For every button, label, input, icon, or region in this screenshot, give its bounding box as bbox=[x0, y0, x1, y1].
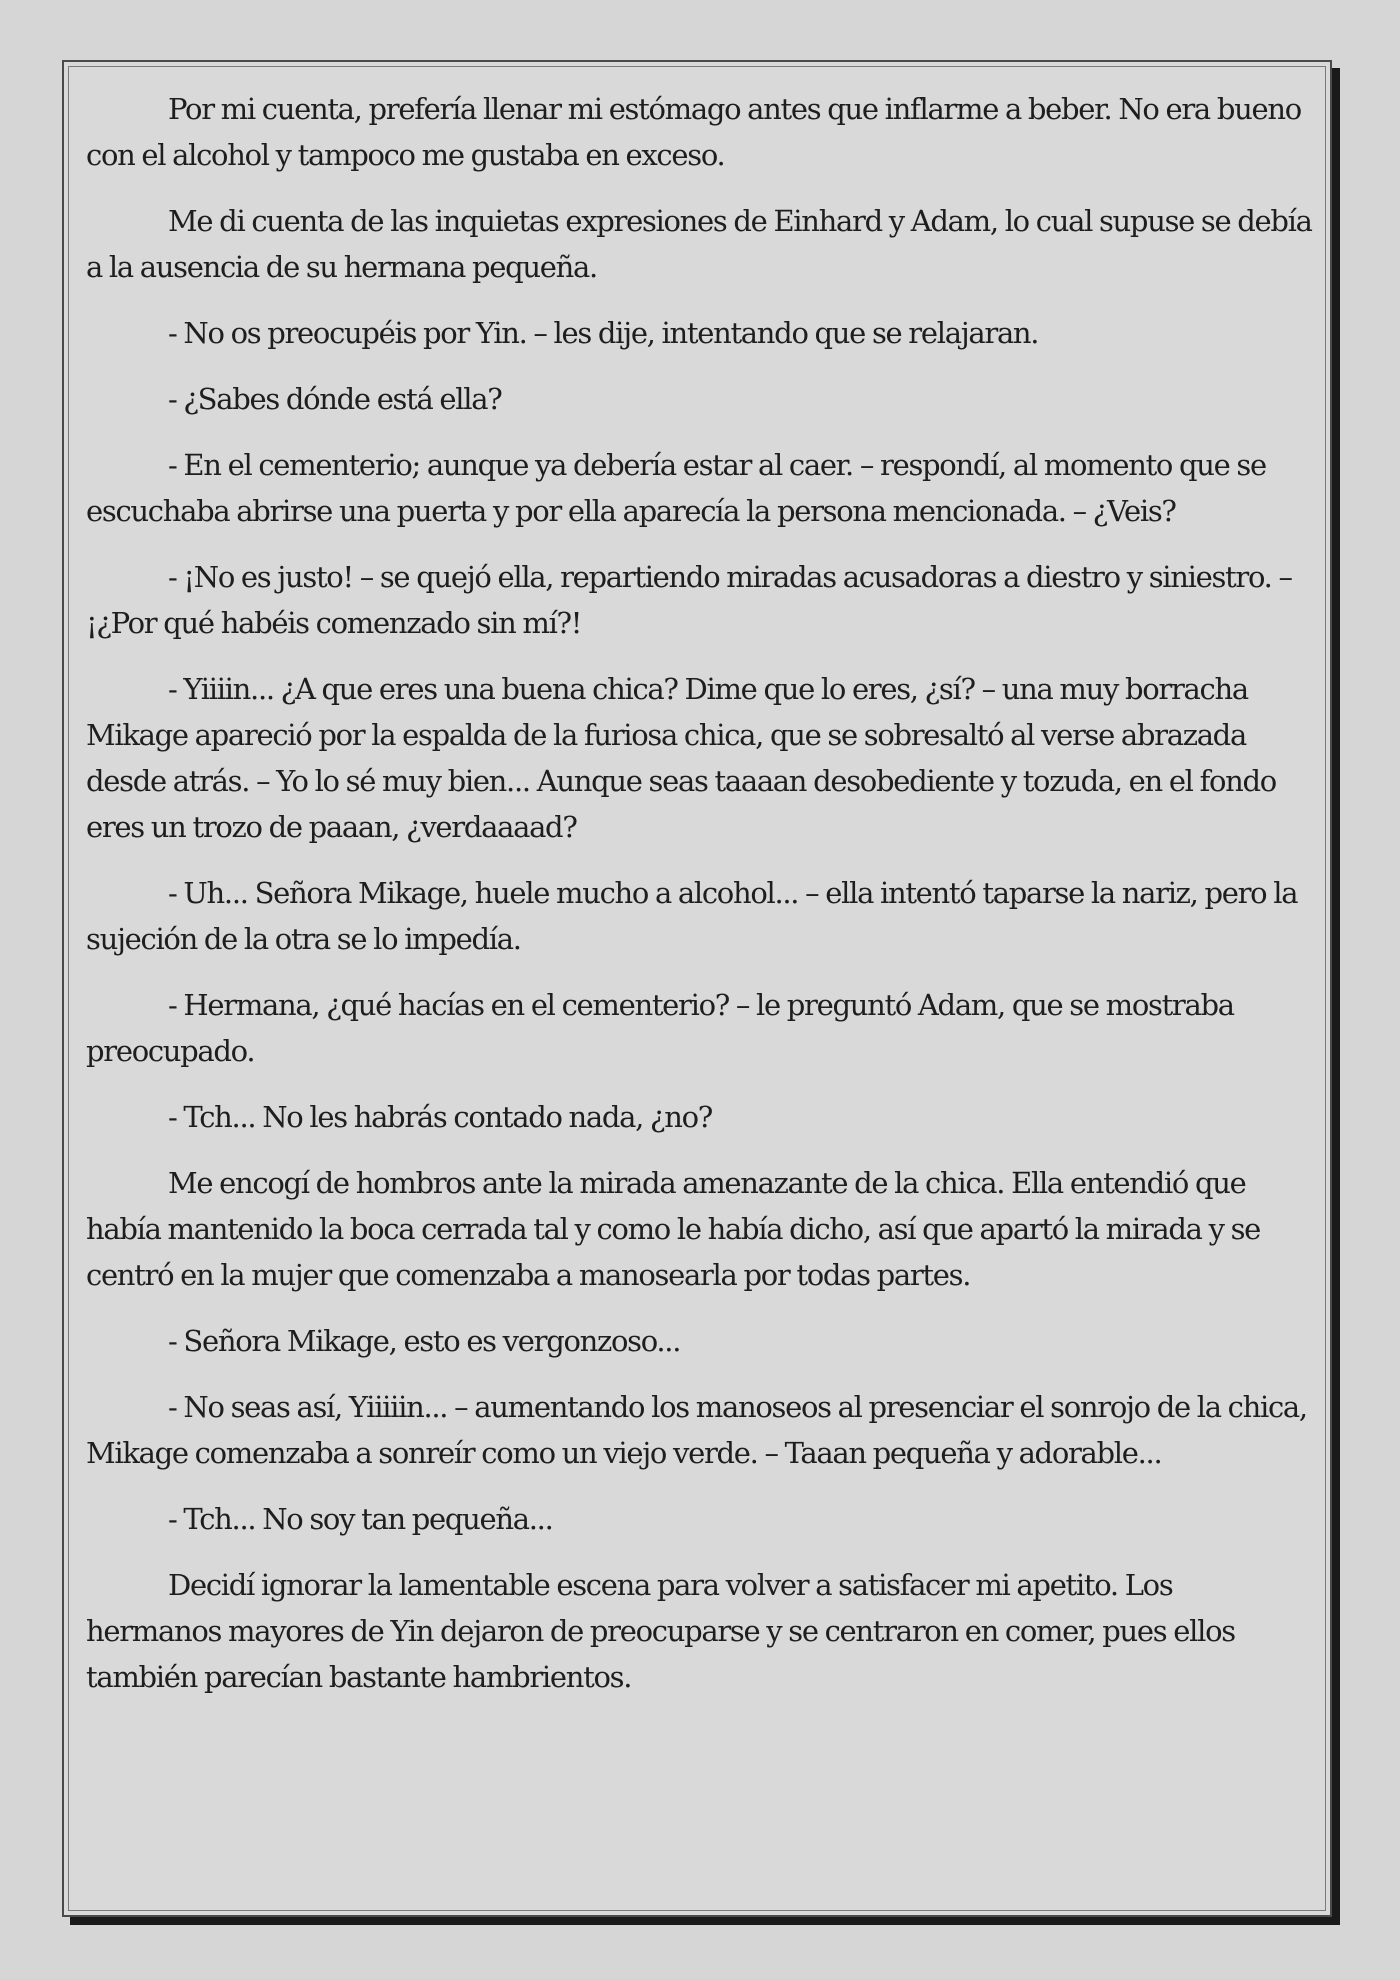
paragraph: - ¿Sabes dónde está ella? bbox=[168, 382, 502, 416]
paragraph: - ¡No es justo! – se quejó ella, repartiendo miradas acusadoras a diestro y siniestro. – ¡¿Por qué habéis comenzado sin mí?! bbox=[86, 560, 1292, 640]
document-body bbox=[86, 86, 1314, 1720]
paragraph: - En el cementerio; aunque ya debería estar al caer. – respondí, al momento que se escuchaba abrirse una puerta y por ella aparecía la persona mencionada. – ¿Veis? bbox=[86, 448, 1266, 528]
paragraph: Me encogí de hombros ante la mirada amenazante de la chica. Ella entendió que había mantenido la boca cerrada tal y como le había dicho, así que apartó la mirada y se centró en la mujer que comenzaba a manosearla por todas partes. bbox=[86, 1166, 1261, 1292]
paragraph: Me di cuenta de las inquietas expresiones de Einhard y Adam, lo cual supuse se debía a la ausencia de su hermana pequeña. bbox=[86, 204, 1312, 284]
paragraph: - No seas así, Yiiiiin... – aumentando los manoseos al presenciar el sonrojo de la chica, Mikage comenzaba a sonreír como un viejo verde. – Taaan pequeña y adorable... bbox=[86, 1390, 1307, 1470]
paragraph: Por mi cuenta, prefería llenar mi estómago antes que inflarme a beber. No era bueno con el alcohol y tampoco me gustaba en exceso. bbox=[86, 92, 1301, 172]
paragraph: Decidí ignorar la lamentable escena para volver a satisfacer mi apetito. Los hermanos mayores de Yin dejaron de preocuparse y se centraron en comer, pues ellos también parecían bastante hambrientos. bbox=[86, 1568, 1235, 1694]
paragraph: - Señora Mikage, esto es vergonzoso... bbox=[168, 1324, 681, 1358]
paragraph: - Yiiiin... ¿A que eres una buena chica? Dime que lo eres, ¿sí? – una muy borracha Mikage apareció por la espalda de la furiosa chica, que se sobresaltó al verse abrazada desde atrás. – Yo lo sé muy bien... Aunque seas taaaan desobediente y tozuda, en el fondo eres un trozo de paaan, ¿verdaaaad? bbox=[86, 672, 1276, 844]
paragraph: - No os preocupéis por Yin. – les dije, intentando que se relajaran. bbox=[168, 316, 1039, 350]
document-page bbox=[62, 60, 1332, 1917]
paragraph: - Uh... Señora Mikage, huele mucho a alcohol... – ella intentó taparse la nariz, pero la sujeción de la otra se lo impedía. bbox=[86, 876, 1298, 956]
paragraph: - Tch... No les habrás contado nada, ¿no? bbox=[168, 1100, 713, 1134]
paragraph: - Tch... No soy tan pequeña... bbox=[168, 1502, 553, 1536]
paragraph: - Hermana, ¿qué hacías en el cementerio? – le preguntó Adam, que se mostraba preocupado. bbox=[86, 988, 1234, 1068]
